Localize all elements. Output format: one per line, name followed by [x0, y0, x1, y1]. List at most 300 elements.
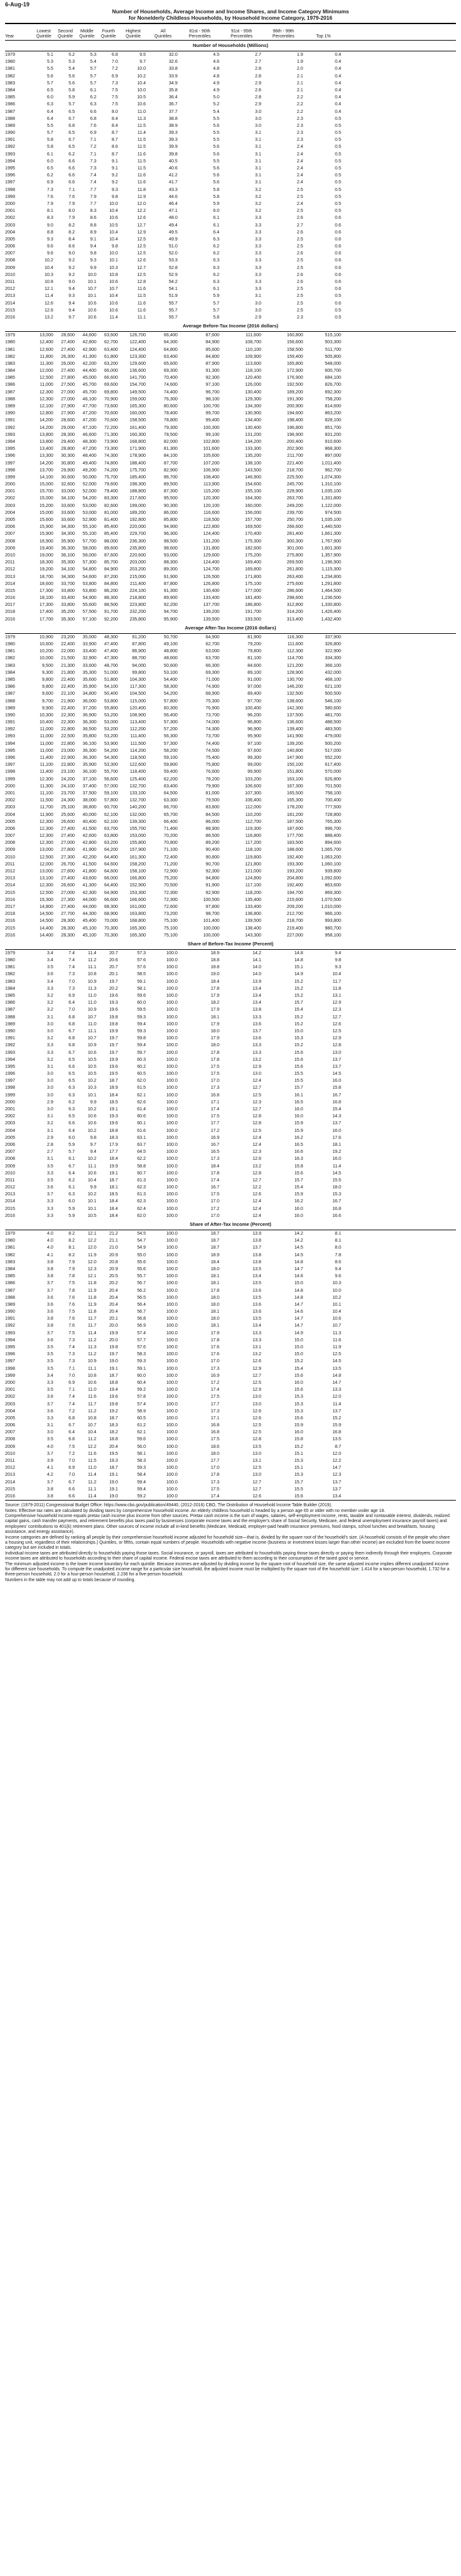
value-cell: 27,300	[61, 897, 75, 902]
table-row	[5, 957, 456, 964]
value-cell: 10.6	[88, 1049, 96, 1055]
value-cell: 6.4	[213, 229, 219, 235]
value-cell: 100.0	[166, 1199, 178, 1204]
value-cell: 0.5	[335, 173, 341, 178]
value-cell: 7.5	[68, 1443, 75, 1449]
value-cell: 100.0	[166, 1127, 178, 1133]
table-row	[5, 950, 456, 957]
value-cell: 100.0	[166, 1252, 178, 1258]
value-cell: 18.9	[211, 1252, 219, 1258]
value-cell: 11.8	[137, 187, 146, 192]
table-row	[5, 1177, 456, 1184]
value-cell: 70,600	[104, 411, 118, 416]
section-title: Share of Before-Tax Income (Percent)	[187, 940, 274, 947]
value-cell: 81,000	[104, 509, 118, 515]
value-cell: 199,000	[129, 503, 146, 508]
value-cell: 62,100	[104, 818, 118, 824]
value-cell: 20.0	[109, 1323, 118, 1329]
value-cell: 11,100	[39, 790, 53, 796]
value-cell: 54,800	[82, 567, 96, 572]
value-cell: 182,600	[245, 545, 261, 551]
value-cell: 69,600	[104, 382, 118, 388]
value-cell: 8.9	[90, 229, 96, 235]
value-cell: 9,800	[42, 684, 53, 690]
value-cell: 59.4	[137, 1486, 146, 1492]
value-cell: 18.0	[211, 1450, 219, 1456]
value-cell: 100.0	[166, 1107, 178, 1112]
value-cell: 100.0	[166, 1429, 178, 1435]
year-cell: 1980	[5, 957, 15, 963]
value-cell: 122,800	[203, 524, 219, 530]
value-cell: 80,600	[164, 404, 178, 409]
value-cell: 3.2	[47, 1000, 53, 1006]
value-cell: 48.0	[169, 215, 178, 221]
value-cell: 5.8	[47, 137, 53, 143]
value-cell: 192,400	[287, 883, 303, 888]
value-cell: 10.4	[109, 229, 118, 235]
value-cell: 59.4	[137, 1479, 146, 1485]
table-row	[5, 1198, 456, 1205]
table-row	[5, 51, 456, 58]
table-row	[5, 108, 456, 115]
value-cell: 0.5	[335, 158, 341, 164]
year-cell: 2004	[5, 229, 15, 235]
value-cell: 10.7	[109, 286, 118, 292]
value-cell: 1,035,100	[321, 517, 341, 522]
value-cell: 9.6	[47, 244, 53, 249]
value-cell: 12.6	[252, 1192, 261, 1197]
value-cell: 120,100	[203, 503, 219, 508]
year-cell: 2014	[5, 300, 15, 306]
value-cell: 177,700	[287, 833, 303, 839]
value-cell: 8.2	[68, 229, 75, 235]
value-cell: 186,800	[245, 602, 261, 608]
value-cell: 8.6	[112, 144, 118, 150]
value-cell: 12.7	[252, 1107, 261, 1112]
value-cell: 15.3	[294, 1408, 303, 1414]
value-cell: 57,300	[164, 720, 178, 725]
value-cell: 17.0	[211, 1358, 219, 1364]
value-cell: 62,100	[104, 812, 118, 817]
year-cell: 1997	[5, 460, 15, 466]
value-cell: 158,500	[129, 417, 146, 423]
value-cell: 11.1	[88, 964, 96, 970]
value-cell: 7.0	[68, 1372, 75, 1378]
value-cell: 58,300	[164, 684, 178, 690]
value-cell: 13.6	[252, 1287, 261, 1293]
table-row	[5, 1372, 456, 1379]
value-cell: 57.6	[137, 1344, 146, 1350]
value-cell: 60.0	[137, 1000, 146, 1006]
value-cell: 2.7	[255, 52, 261, 57]
value-cell: 63,200	[104, 360, 118, 366]
value-cell: 147,900	[287, 755, 303, 760]
value-cell: 85,800	[164, 517, 178, 522]
value-cell: 115,000	[129, 698, 146, 704]
value-cell: 9.7	[68, 314, 75, 320]
value-cell: 3.2	[255, 200, 261, 206]
value-cell: 11.4	[109, 314, 118, 320]
table-row	[5, 1170, 456, 1177]
value-cell: 10.4	[44, 265, 53, 270]
value-cell: 3.6	[47, 1294, 53, 1300]
value-cell: 37.7	[169, 108, 178, 114]
value-cell: 6.9	[112, 73, 118, 79]
value-cell: 0.4	[335, 59, 341, 65]
value-cell: 50,600	[164, 662, 178, 668]
value-cell: 10.4	[88, 1177, 96, 1183]
value-cell: 8.1	[335, 1238, 341, 1244]
year-cell: 1982	[5, 353, 15, 359]
value-cell: 7.9	[90, 194, 96, 199]
value-cell: 53,000	[82, 503, 96, 508]
value-cell: 43,600	[82, 876, 96, 881]
value-cell: 12.1	[88, 1231, 96, 1236]
value-cell: 71,000	[205, 676, 219, 682]
value-cell: 13.4	[252, 993, 261, 998]
table-row	[5, 214, 456, 221]
value-cell: 12.0	[88, 1245, 96, 1251]
value-cell: 53,300	[104, 762, 118, 768]
value-cell: 63.1	[137, 1134, 146, 1140]
value-cell: 6.5	[68, 1078, 75, 1084]
value-cell: 11,000	[39, 747, 53, 753]
year-cell: 1979	[5, 52, 15, 57]
value-cell: 62.2	[137, 1156, 146, 1162]
value-cell: 139,200	[287, 740, 303, 746]
year-cell: 2018	[5, 911, 15, 917]
value-cell: 3.7	[47, 1479, 53, 1485]
value-cell: 281,400	[287, 531, 303, 537]
year-cell: 1997	[5, 762, 15, 768]
value-cell: 36,100	[82, 740, 96, 746]
value-cell: 27,000	[61, 890, 75, 895]
value-cell: 54,200	[82, 496, 96, 501]
value-cell: 7.8	[335, 1252, 341, 1258]
value-cell: 56,600	[104, 776, 118, 782]
value-cell: 59.3	[137, 1014, 146, 1020]
year-cell: 1988	[5, 115, 15, 121]
value-cell: 133,400	[245, 904, 261, 909]
value-cell: 55,100	[82, 531, 96, 537]
value-cell: 66,600	[104, 897, 118, 902]
value-cell: 100.0	[166, 1134, 178, 1140]
year-cell: 1983	[5, 360, 15, 366]
value-cell: 10.8	[88, 1372, 96, 1378]
value-cell: 9.1	[112, 158, 118, 164]
value-cell: 42,300	[82, 890, 96, 895]
value-cell: 97,100	[247, 740, 261, 746]
value-cell: 56.5	[137, 1294, 146, 1300]
value-cell: 7.5	[112, 102, 118, 107]
value-cell: 13.0	[252, 1450, 261, 1456]
value-cell: 42,900	[82, 346, 96, 352]
value-cell: 16.1	[294, 1092, 303, 1098]
value-cell: 5.8	[68, 87, 75, 93]
year-cell: 2015	[5, 588, 15, 593]
value-cell: 11.4	[44, 293, 53, 299]
value-cell: 16.9	[211, 1134, 219, 1140]
value-cell: 12.4	[252, 1134, 261, 1140]
value-cell: 18.1	[211, 1014, 219, 1020]
value-cell: 91,700	[104, 609, 118, 615]
value-cell: 187,500	[287, 818, 303, 824]
value-cell: 5.6	[68, 73, 75, 79]
value-cell: 18.1	[211, 1309, 219, 1315]
table-row	[5, 151, 456, 158]
value-cell: 12.3	[252, 1099, 261, 1105]
value-cell: 11,100	[39, 762, 53, 768]
year-cell: 1996	[5, 1071, 15, 1077]
value-cell: 36,100	[61, 552, 75, 558]
value-cell: 17.4	[211, 1493, 219, 1499]
value-cell: 10.8	[88, 971, 96, 977]
value-cell: 28,300	[61, 925, 75, 931]
value-cell: 11.5	[137, 293, 146, 299]
value-cell: 72,300	[164, 897, 178, 902]
value-cell: 64,200	[104, 847, 118, 853]
value-cell: 188,800	[129, 489, 146, 494]
column-header: 96th - 99th Percentiles	[272, 29, 295, 39]
value-cell: 35,600	[82, 676, 96, 682]
value-cell: 13,700	[39, 467, 53, 473]
value-cell: 10,000	[39, 655, 53, 661]
value-cell: 10.9	[88, 1358, 96, 1364]
value-cell: 17.7	[211, 1458, 219, 1463]
value-cell: 60,700	[104, 805, 118, 810]
value-cell: 235,800	[129, 545, 146, 551]
value-cell: 55,700	[104, 769, 118, 775]
value-cell: 58,000	[82, 552, 96, 558]
value-cell: 17.8	[211, 1056, 219, 1062]
value-cell: 15.6	[294, 1170, 303, 1176]
value-cell: 11.1	[88, 1163, 96, 1169]
value-cell: 9.4	[90, 1149, 96, 1155]
value-cell: 12,500	[39, 890, 53, 895]
value-cell: 52,000	[82, 489, 96, 494]
value-cell: 9,700	[42, 698, 53, 704]
value-cell: 45,100	[82, 932, 96, 938]
value-cell: 2.3	[297, 115, 303, 121]
value-cell: 11.5	[137, 144, 146, 150]
table-row	[5, 1070, 456, 1077]
value-cell: 59,800	[164, 762, 178, 768]
value-cell: 15.4	[332, 1107, 341, 1112]
value-cell: 546,100	[325, 698, 341, 704]
value-cell: 17.6	[211, 1351, 219, 1357]
value-cell: 44,400	[82, 368, 96, 374]
table-row	[5, 314, 456, 321]
table-row	[5, 595, 456, 601]
value-cell: 90,400	[205, 847, 219, 853]
table-row	[5, 588, 456, 595]
value-cell: 11.4	[88, 950, 96, 956]
value-cell: 62.3	[137, 1185, 146, 1190]
value-cell: 10.6	[88, 1120, 96, 1126]
value-cell: 10.6	[332, 1316, 341, 1322]
value-cell: 95,900	[247, 733, 261, 739]
value-cell: 79,900	[205, 783, 219, 789]
year-cell: 1984	[5, 87, 15, 93]
value-cell: 100.0	[166, 1337, 178, 1343]
value-cell: 22,300	[61, 712, 75, 718]
value-cell: 0.6	[335, 300, 341, 306]
value-cell: 15.7	[294, 1479, 303, 1485]
value-cell: 1,070,500	[321, 897, 341, 902]
year-cell: 2015	[5, 890, 15, 895]
value-cell: 580,600	[325, 705, 341, 711]
value-cell: 11.8	[88, 1309, 96, 1315]
value-cell: 6.6	[68, 1120, 75, 1126]
value-cell: 18.4	[211, 978, 219, 984]
value-cell: 36,900	[82, 712, 96, 718]
value-cell: 12.6	[252, 1415, 261, 1421]
value-cell: 79,800	[247, 648, 261, 654]
value-cell: 14.2	[252, 950, 261, 956]
value-cell: 993,800	[325, 918, 341, 924]
table-row	[5, 65, 456, 72]
value-cell: 12.2	[252, 1185, 261, 1190]
table-row	[5, 1134, 456, 1141]
value-cell: 70,300	[104, 932, 118, 938]
year-cell: 2007	[5, 1149, 15, 1155]
value-cell: 235,800	[129, 616, 146, 622]
value-cell: 239,700	[287, 509, 303, 515]
value-cell: 9.3	[90, 258, 96, 263]
value-cell: 0.4	[335, 95, 341, 100]
table-row	[5, 516, 456, 523]
value-cell: 97,100	[205, 382, 219, 388]
value-cell: 59.2	[137, 1493, 146, 1499]
value-cell: 63,600	[104, 332, 118, 338]
value-cell: 211,400	[129, 581, 146, 586]
value-cell: 55.7	[169, 314, 178, 320]
value-cell: 11,400	[39, 769, 53, 775]
value-cell: 12.4	[252, 1078, 261, 1084]
value-cell: 11.4	[88, 1472, 96, 1478]
year-cell: 1981	[5, 1245, 15, 1251]
value-cell: 89,300	[164, 567, 178, 572]
value-cell: 100.0	[166, 1415, 178, 1421]
table-row	[5, 655, 456, 662]
value-cell: 48,600	[164, 655, 178, 661]
value-cell: 100.0	[166, 978, 178, 984]
value-cell: 11,300	[39, 360, 53, 366]
value-cell: 158,200	[129, 861, 146, 867]
value-cell: 5.6	[213, 144, 219, 150]
value-cell: 181,200	[287, 812, 303, 817]
value-cell: 34,300	[61, 531, 75, 537]
value-cell: 6.3	[47, 102, 53, 107]
value-cell: 59,100	[164, 755, 178, 760]
value-cell: 165,300	[129, 925, 146, 931]
value-cell: 2.6	[297, 229, 303, 235]
value-cell: 12,300	[39, 396, 53, 402]
value-cell: 100.0	[166, 1316, 178, 1322]
value-cell: 27,800	[61, 847, 75, 853]
year-cell: 1995	[5, 1063, 15, 1069]
value-cell: 6.1	[213, 286, 219, 292]
value-cell: 112,200	[129, 726, 146, 732]
value-cell: 39.8	[169, 151, 178, 157]
value-cell: 29,900	[61, 467, 75, 473]
value-cell: 8.4	[68, 236, 75, 242]
value-cell: 193,500	[245, 616, 261, 622]
value-cell: 118,100	[245, 847, 261, 853]
value-cell: 161,400	[129, 424, 146, 430]
value-cell: 10.0	[332, 1287, 341, 1293]
value-cell: 758,200	[325, 396, 341, 402]
value-cell: 139,200	[203, 609, 219, 615]
value-cell: 5.6	[213, 180, 219, 185]
year-cell: 1993	[5, 151, 15, 157]
value-cell: 2.5	[297, 293, 303, 299]
value-cell: 139,300	[129, 818, 146, 824]
value-cell: 6.2	[68, 1177, 75, 1183]
value-cell: 0.6	[335, 286, 341, 292]
value-cell: 62,700	[104, 339, 118, 345]
value-cell: 100.0	[166, 1007, 178, 1013]
value-cell: 78,200	[205, 776, 219, 782]
value-cell: 9.0	[68, 279, 75, 284]
value-cell: 196,800	[287, 424, 303, 430]
value-cell: 4.6	[213, 59, 219, 65]
year-cell: 2009	[5, 1163, 15, 1169]
value-cell: 7.1	[68, 187, 75, 192]
value-cell: 1,310,100	[321, 482, 341, 487]
value-cell: 14,500	[39, 911, 53, 917]
value-cell: 15.0	[294, 1028, 303, 1034]
value-cell: 0.6	[335, 229, 341, 235]
value-cell: 107,200	[203, 460, 219, 466]
value-cell: 17.1	[211, 1415, 219, 1421]
value-cell: 9.1	[112, 166, 118, 171]
value-cell: 11.6	[137, 173, 146, 178]
value-cell: 47,200	[82, 411, 96, 416]
year-cell: 2016	[5, 932, 15, 938]
value-cell: 11,800	[39, 353, 53, 359]
value-cell: 41,300	[82, 353, 96, 359]
value-cell: 154,600	[245, 482, 261, 487]
value-cell: 8.7	[335, 1443, 341, 1449]
value-cell: 692,300	[325, 389, 341, 395]
value-cell: 9.4	[68, 286, 75, 292]
value-cell: 6.1	[68, 1156, 75, 1162]
year-cell: 1982	[5, 1252, 15, 1258]
value-cell: 53,200	[104, 726, 118, 732]
value-cell: 10.4	[332, 1309, 341, 1315]
value-cell: 15.8	[294, 1163, 303, 1169]
value-cell: 12.5	[252, 1429, 261, 1435]
value-cell: 64,900	[205, 634, 219, 640]
value-cell: 54,200	[104, 747, 118, 753]
value-cell: 70,300	[104, 925, 118, 931]
value-cell: 10.8	[88, 1415, 96, 1421]
value-cell: 7.1	[90, 151, 96, 157]
value-cell: 126,700	[129, 332, 146, 338]
value-cell: 16.7	[332, 1092, 341, 1098]
value-cell: 9.4	[90, 244, 96, 249]
value-cell: 19.4	[109, 1387, 118, 1393]
value-cell: 6.8	[68, 1035, 75, 1041]
value-cell: 15.9	[332, 1423, 341, 1428]
value-cell: 19.9	[109, 1056, 118, 1062]
value-cell: 62,200	[164, 776, 178, 782]
year-cell: 1981	[5, 648, 15, 654]
value-cell: 298,600	[287, 595, 303, 601]
value-cell: 266,600	[287, 524, 303, 530]
value-cell: 191,300	[287, 396, 303, 402]
